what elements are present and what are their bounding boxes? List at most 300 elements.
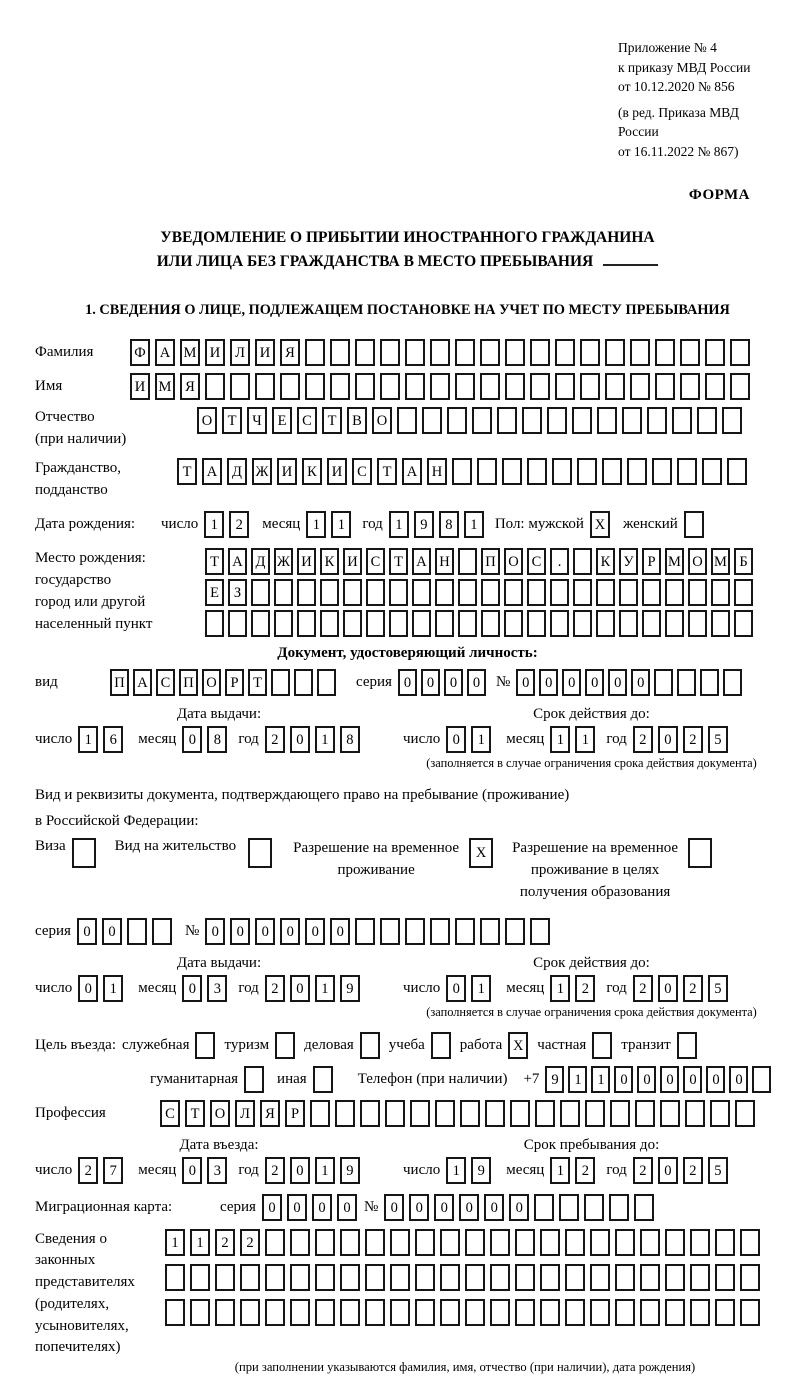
char-box[interactable] <box>165 1264 185 1291</box>
char-box[interactable]: У <box>619 548 638 575</box>
char-box[interactable]: В <box>347 407 367 434</box>
char-box[interactable]: Ч <box>247 407 267 434</box>
char-box[interactable] <box>251 610 270 637</box>
char-box[interactable] <box>502 458 522 485</box>
purpose-study-checkbox[interactable] <box>431 1032 456 1059</box>
char-box[interactable] <box>609 1194 629 1221</box>
char-box[interactable]: 2 <box>215 1229 235 1256</box>
char-box[interactable] <box>573 548 592 575</box>
char-box[interactable] <box>740 1299 760 1326</box>
char-box[interactable] <box>360 1032 380 1059</box>
char-box[interactable] <box>677 669 696 696</box>
char-box[interactable] <box>390 1229 410 1256</box>
char-box[interactable]: 0 <box>182 975 202 1002</box>
char-box[interactable] <box>365 1229 385 1256</box>
char-box[interactable] <box>505 918 525 945</box>
char-box[interactable]: X <box>469 838 493 868</box>
char-box[interactable] <box>477 458 497 485</box>
arrive-day-boxes[interactable] <box>78 1157 128 1184</box>
char-box[interactable]: 2 <box>633 726 653 753</box>
char-box[interactable] <box>389 579 408 606</box>
char-box[interactable]: О <box>688 548 707 575</box>
char-box[interactable]: 1 <box>550 975 570 1002</box>
char-box[interactable]: Я <box>280 339 300 366</box>
char-box[interactable]: 7 <box>103 1157 123 1184</box>
visa-checkbox[interactable] <box>72 838 101 868</box>
char-box[interactable] <box>665 1264 685 1291</box>
char-box[interactable] <box>547 407 567 434</box>
char-box[interactable]: Н <box>427 458 447 485</box>
char-box[interactable]: П <box>110 669 129 696</box>
purpose-official-checkbox[interactable] <box>195 1032 220 1059</box>
char-box[interactable]: 0 <box>446 975 466 1002</box>
char-box[interactable]: И <box>255 339 275 366</box>
char-box[interactable] <box>389 610 408 637</box>
char-box[interactable] <box>590 1264 610 1291</box>
char-box[interactable] <box>723 669 742 696</box>
char-box[interactable] <box>360 1100 380 1127</box>
char-box[interactable] <box>385 1100 405 1127</box>
char-box[interactable]: С <box>297 407 317 434</box>
char-box[interactable]: 5 <box>708 1157 728 1184</box>
char-box[interactable]: 0 <box>729 1066 748 1093</box>
char-box[interactable] <box>730 339 750 366</box>
doc-type-boxes[interactable] <box>110 669 340 696</box>
char-box[interactable]: Е <box>272 407 292 434</box>
char-box[interactable] <box>652 458 672 485</box>
stay-year-boxes[interactable] <box>633 1157 733 1184</box>
char-box[interactable]: Н <box>435 548 454 575</box>
edu-permit-checkbox[interactable] <box>688 838 717 868</box>
gender-male-checkbox[interactable] <box>590 511 615 538</box>
char-box[interactable]: 0 <box>337 1194 357 1221</box>
char-box[interactable]: С <box>352 458 372 485</box>
char-box[interactable]: Л <box>230 339 250 366</box>
char-box[interactable] <box>655 339 675 366</box>
temp-permit-checkbox[interactable] <box>469 838 498 868</box>
char-box[interactable] <box>355 373 375 400</box>
char-box[interactable] <box>665 1229 685 1256</box>
char-box[interactable]: О <box>504 548 523 575</box>
char-box[interactable]: Д <box>227 458 247 485</box>
char-box[interactable]: 6 <box>103 726 123 753</box>
char-box[interactable]: 2 <box>265 975 285 1002</box>
char-box[interactable] <box>480 918 500 945</box>
char-box[interactable] <box>705 373 725 400</box>
char-box[interactable]: 0 <box>614 1066 633 1093</box>
char-box[interactable]: 2 <box>575 1157 595 1184</box>
char-box[interactable]: 0 <box>585 669 604 696</box>
char-box[interactable]: О <box>202 669 221 696</box>
char-box[interactable] <box>255 373 275 400</box>
char-box[interactable] <box>485 1100 505 1127</box>
char-box[interactable] <box>711 610 730 637</box>
char-box[interactable] <box>315 1264 335 1291</box>
char-box[interactable] <box>430 918 450 945</box>
char-box[interactable] <box>343 610 362 637</box>
representatives-boxes-row1[interactable] <box>165 1229 765 1256</box>
char-box[interactable] <box>405 373 425 400</box>
char-box[interactable] <box>430 373 450 400</box>
char-box[interactable] <box>690 1229 710 1256</box>
char-box[interactable]: 0 <box>446 726 466 753</box>
char-box[interactable] <box>440 1264 460 1291</box>
char-box[interactable]: 0 <box>516 669 535 696</box>
char-box[interactable]: 5 <box>708 726 728 753</box>
char-box[interactable]: 1 <box>315 726 335 753</box>
char-box[interactable] <box>677 458 697 485</box>
char-box[interactable] <box>265 1229 285 1256</box>
arrive-year-boxes[interactable] <box>265 1157 365 1184</box>
char-box[interactable]: 0 <box>421 669 440 696</box>
char-box[interactable] <box>710 1100 730 1127</box>
char-box[interactable]: 0 <box>312 1194 332 1221</box>
patronymic-boxes[interactable] <box>197 407 747 434</box>
char-box[interactable]: 1 <box>306 511 326 538</box>
valid-day-boxes[interactable] <box>446 726 496 753</box>
char-box[interactable] <box>340 1299 360 1326</box>
char-box[interactable] <box>677 1032 697 1059</box>
char-box[interactable]: 9 <box>545 1066 564 1093</box>
char-box[interactable] <box>622 407 642 434</box>
char-box[interactable]: А <box>133 669 152 696</box>
char-box[interactable] <box>480 339 500 366</box>
char-box[interactable] <box>195 1032 215 1059</box>
char-box[interactable]: 0 <box>290 1157 310 1184</box>
char-box[interactable] <box>72 838 96 868</box>
char-box[interactable]: 0 <box>631 669 650 696</box>
char-box[interactable] <box>504 579 523 606</box>
char-box[interactable]: 2 <box>683 975 703 1002</box>
char-box[interactable] <box>550 579 569 606</box>
char-box[interactable] <box>602 458 622 485</box>
char-box[interactable] <box>619 610 638 637</box>
char-box[interactable] <box>688 579 707 606</box>
char-box[interactable] <box>660 1100 680 1127</box>
char-box[interactable]: 0 <box>182 1157 202 1184</box>
char-box[interactable] <box>265 1264 285 1291</box>
char-box[interactable]: Т <box>205 548 224 575</box>
char-box[interactable]: Д <box>251 548 270 575</box>
char-box[interactable]: К <box>320 548 339 575</box>
char-box[interactable] <box>688 610 707 637</box>
char-box[interactable] <box>515 1229 535 1256</box>
char-box[interactable]: 0 <box>509 1194 529 1221</box>
char-box[interactable] <box>274 579 293 606</box>
char-box[interactable] <box>435 610 454 637</box>
char-box[interactable] <box>481 579 500 606</box>
arrive-month-boxes[interactable] <box>182 1157 232 1184</box>
char-box[interactable] <box>447 407 467 434</box>
doc-number-boxes[interactable] <box>516 669 746 696</box>
purpose-other-checkbox[interactable] <box>313 1066 338 1093</box>
char-box[interactable]: 1 <box>331 511 351 538</box>
char-box[interactable]: О <box>210 1100 230 1127</box>
firstname-boxes[interactable] <box>130 373 755 400</box>
char-box[interactable] <box>505 373 525 400</box>
char-box[interactable]: 0 <box>434 1194 454 1221</box>
char-box[interactable] <box>722 407 742 434</box>
representatives-boxes-row2[interactable] <box>165 1264 765 1291</box>
char-box[interactable] <box>684 511 704 538</box>
char-box[interactable] <box>615 1299 635 1326</box>
char-box[interactable]: М <box>665 548 684 575</box>
char-box[interactable] <box>515 1299 535 1326</box>
char-box[interactable] <box>317 669 336 696</box>
char-box[interactable] <box>655 373 675 400</box>
char-box[interactable] <box>465 1264 485 1291</box>
char-box[interactable]: И <box>130 373 150 400</box>
char-box[interactable] <box>310 1100 330 1127</box>
char-box[interactable] <box>458 579 477 606</box>
char-box[interactable] <box>635 1100 655 1127</box>
citizenship-boxes[interactable] <box>177 458 752 485</box>
char-box[interactable] <box>665 1299 685 1326</box>
char-box[interactable] <box>705 339 725 366</box>
char-box[interactable] <box>405 918 425 945</box>
char-box[interactable]: 0 <box>205 918 225 945</box>
char-box[interactable] <box>315 1229 335 1256</box>
char-box[interactable] <box>305 339 325 366</box>
res-valid-month-boxes[interactable] <box>550 975 600 1002</box>
char-box[interactable] <box>572 407 592 434</box>
char-box[interactable]: 0 <box>539 669 558 696</box>
char-box[interactable] <box>634 1194 654 1221</box>
char-box[interactable]: Т <box>222 407 242 434</box>
char-box[interactable] <box>630 339 650 366</box>
birthdate-day-boxes[interactable] <box>204 511 254 538</box>
char-box[interactable] <box>228 610 247 637</box>
char-box[interactable]: Т <box>248 669 267 696</box>
char-box[interactable] <box>431 1032 451 1059</box>
char-box[interactable]: И <box>277 458 297 485</box>
char-box[interactable] <box>244 1066 264 1093</box>
res-series-boxes[interactable] <box>77 918 177 945</box>
char-box[interactable] <box>480 373 500 400</box>
char-box[interactable] <box>565 1299 585 1326</box>
char-box[interactable] <box>465 1299 485 1326</box>
birthdate-month-boxes[interactable] <box>306 511 356 538</box>
char-box[interactable] <box>430 339 450 366</box>
char-box[interactable] <box>297 579 316 606</box>
char-box[interactable] <box>190 1264 210 1291</box>
char-box[interactable] <box>711 579 730 606</box>
char-box[interactable] <box>297 610 316 637</box>
char-box[interactable] <box>405 339 425 366</box>
char-box[interactable] <box>472 407 492 434</box>
char-box[interactable] <box>440 1229 460 1256</box>
char-box[interactable] <box>580 339 600 366</box>
res-valid-day-boxes[interactable] <box>446 975 496 1002</box>
char-box[interactable] <box>665 579 684 606</box>
res-issue-year-boxes[interactable] <box>265 975 365 1002</box>
res-valid-year-boxes[interactable] <box>633 975 733 1002</box>
birthdate-year-boxes[interactable] <box>389 511 489 538</box>
char-box[interactable]: 2 <box>240 1229 260 1256</box>
char-box[interactable] <box>320 610 339 637</box>
char-box[interactable]: 0 <box>78 975 98 1002</box>
char-box[interactable]: 1 <box>550 1157 570 1184</box>
char-box[interactable] <box>540 1264 560 1291</box>
char-box[interactable] <box>680 339 700 366</box>
char-box[interactable] <box>690 1299 710 1326</box>
char-box[interactable]: И <box>205 339 225 366</box>
char-box[interactable]: Б <box>734 548 753 575</box>
char-box[interactable] <box>265 1299 285 1326</box>
char-box[interactable]: 9 <box>471 1157 491 1184</box>
char-box[interactable]: 0 <box>230 918 250 945</box>
char-box[interactable] <box>715 1299 735 1326</box>
char-box[interactable]: 0 <box>255 918 275 945</box>
char-box[interactable] <box>654 669 673 696</box>
char-box[interactable] <box>127 918 147 945</box>
char-box[interactable]: 2 <box>229 511 249 538</box>
res-issue-day-boxes[interactable] <box>78 975 128 1002</box>
char-box[interactable] <box>740 1229 760 1256</box>
char-box[interactable]: 9 <box>340 975 360 1002</box>
char-box[interactable]: X <box>508 1032 528 1059</box>
char-box[interactable]: 1 <box>591 1066 610 1093</box>
char-box[interactable]: 0 <box>658 1157 678 1184</box>
char-box[interactable] <box>455 339 475 366</box>
char-box[interactable] <box>565 1264 585 1291</box>
char-box[interactable]: Ж <box>274 548 293 575</box>
char-box[interactable] <box>610 1100 630 1127</box>
char-box[interactable] <box>455 373 475 400</box>
char-box[interactable] <box>397 407 417 434</box>
char-box[interactable]: К <box>302 458 322 485</box>
char-box[interactable] <box>315 1299 335 1326</box>
char-box[interactable]: 0 <box>444 669 463 696</box>
char-box[interactable]: 0 <box>102 918 122 945</box>
char-box[interactable]: 2 <box>265 726 285 753</box>
char-box[interactable]: 0 <box>484 1194 504 1221</box>
char-box[interactable] <box>577 458 597 485</box>
char-box[interactable]: 5 <box>708 975 728 1002</box>
char-box[interactable]: А <box>202 458 222 485</box>
res-issue-month-boxes[interactable] <box>182 975 232 1002</box>
char-box[interactable] <box>697 407 717 434</box>
char-box[interactable]: 1 <box>471 975 491 1002</box>
char-box[interactable] <box>505 339 525 366</box>
char-box[interactable] <box>540 1229 560 1256</box>
surname-boxes[interactable] <box>130 339 755 366</box>
char-box[interactable] <box>452 458 472 485</box>
char-box[interactable]: 0 <box>467 669 486 696</box>
char-box[interactable] <box>410 1100 430 1127</box>
char-box[interactable] <box>585 1100 605 1127</box>
char-box[interactable] <box>597 407 617 434</box>
char-box[interactable] <box>490 1299 510 1326</box>
char-box[interactable] <box>355 918 375 945</box>
char-box[interactable] <box>504 610 523 637</box>
char-box[interactable] <box>366 610 385 637</box>
char-box[interactable]: И <box>343 548 362 575</box>
char-box[interactable]: Я <box>180 373 200 400</box>
char-box[interactable]: М <box>180 339 200 366</box>
char-box[interactable] <box>481 610 500 637</box>
char-box[interactable] <box>458 548 477 575</box>
issue-year-boxes[interactable] <box>265 726 365 753</box>
char-box[interactable] <box>274 610 293 637</box>
char-box[interactable]: 9 <box>340 1157 360 1184</box>
char-box[interactable] <box>240 1299 260 1326</box>
char-box[interactable] <box>355 339 375 366</box>
char-box[interactable]: 2 <box>78 1157 98 1184</box>
char-box[interactable] <box>605 373 625 400</box>
birthplace-boxes-row3[interactable] <box>205 610 757 637</box>
purpose-work-checkbox[interactable] <box>508 1032 533 1059</box>
char-box[interactable] <box>422 407 442 434</box>
char-box[interactable] <box>555 373 575 400</box>
char-box[interactable] <box>335 1100 355 1127</box>
char-box[interactable]: А <box>228 548 247 575</box>
char-box[interactable]: 0 <box>262 1194 282 1221</box>
char-box[interactable]: 3 <box>207 1157 227 1184</box>
char-box[interactable] <box>630 373 650 400</box>
char-box[interactable] <box>290 1264 310 1291</box>
char-box[interactable] <box>251 579 270 606</box>
char-box[interactable]: 0 <box>280 918 300 945</box>
birthplace-boxes-row1[interactable] <box>205 548 757 575</box>
char-box[interactable] <box>205 373 225 400</box>
char-box[interactable] <box>458 610 477 637</box>
char-box[interactable] <box>734 579 753 606</box>
char-box[interactable]: 8 <box>340 726 360 753</box>
char-box[interactable] <box>390 1264 410 1291</box>
char-box[interactable]: С <box>366 548 385 575</box>
char-box[interactable]: С <box>160 1100 180 1127</box>
char-box[interactable] <box>734 610 753 637</box>
char-box[interactable] <box>665 610 684 637</box>
char-box[interactable]: 1 <box>471 726 491 753</box>
char-box[interactable]: 0 <box>290 726 310 753</box>
char-box[interactable]: 2 <box>633 975 653 1002</box>
stay-month-boxes[interactable] <box>550 1157 600 1184</box>
char-box[interactable]: 1 <box>315 975 335 1002</box>
char-box[interactable]: 9 <box>414 511 434 538</box>
char-box[interactable]: 0 <box>459 1194 479 1221</box>
char-box[interactable] <box>730 373 750 400</box>
purpose-private-checkbox[interactable] <box>592 1032 617 1059</box>
char-box[interactable]: 8 <box>207 726 227 753</box>
char-box[interactable] <box>584 1194 604 1221</box>
char-box[interactable] <box>215 1299 235 1326</box>
char-box[interactable] <box>343 579 362 606</box>
char-box[interactable] <box>540 1299 560 1326</box>
char-box[interactable]: Т <box>377 458 397 485</box>
char-box[interactable] <box>412 579 431 606</box>
char-box[interactable] <box>415 1264 435 1291</box>
char-box[interactable] <box>515 1264 535 1291</box>
char-box[interactable] <box>230 373 250 400</box>
char-box[interactable] <box>290 1229 310 1256</box>
char-box[interactable] <box>619 579 638 606</box>
char-box[interactable]: 0 <box>683 1066 702 1093</box>
char-box[interactable]: 0 <box>608 669 627 696</box>
char-box[interactable]: 2 <box>683 1157 703 1184</box>
char-box[interactable] <box>415 1229 435 1256</box>
char-box[interactable]: 1 <box>190 1229 210 1256</box>
char-box[interactable] <box>727 458 747 485</box>
char-box[interactable] <box>530 373 550 400</box>
char-box[interactable]: О <box>197 407 217 434</box>
char-box[interactable] <box>440 1299 460 1326</box>
char-box[interactable]: К <box>596 548 615 575</box>
char-box[interactable] <box>702 458 722 485</box>
char-box[interactable] <box>573 610 592 637</box>
char-box[interactable]: Р <box>285 1100 305 1127</box>
